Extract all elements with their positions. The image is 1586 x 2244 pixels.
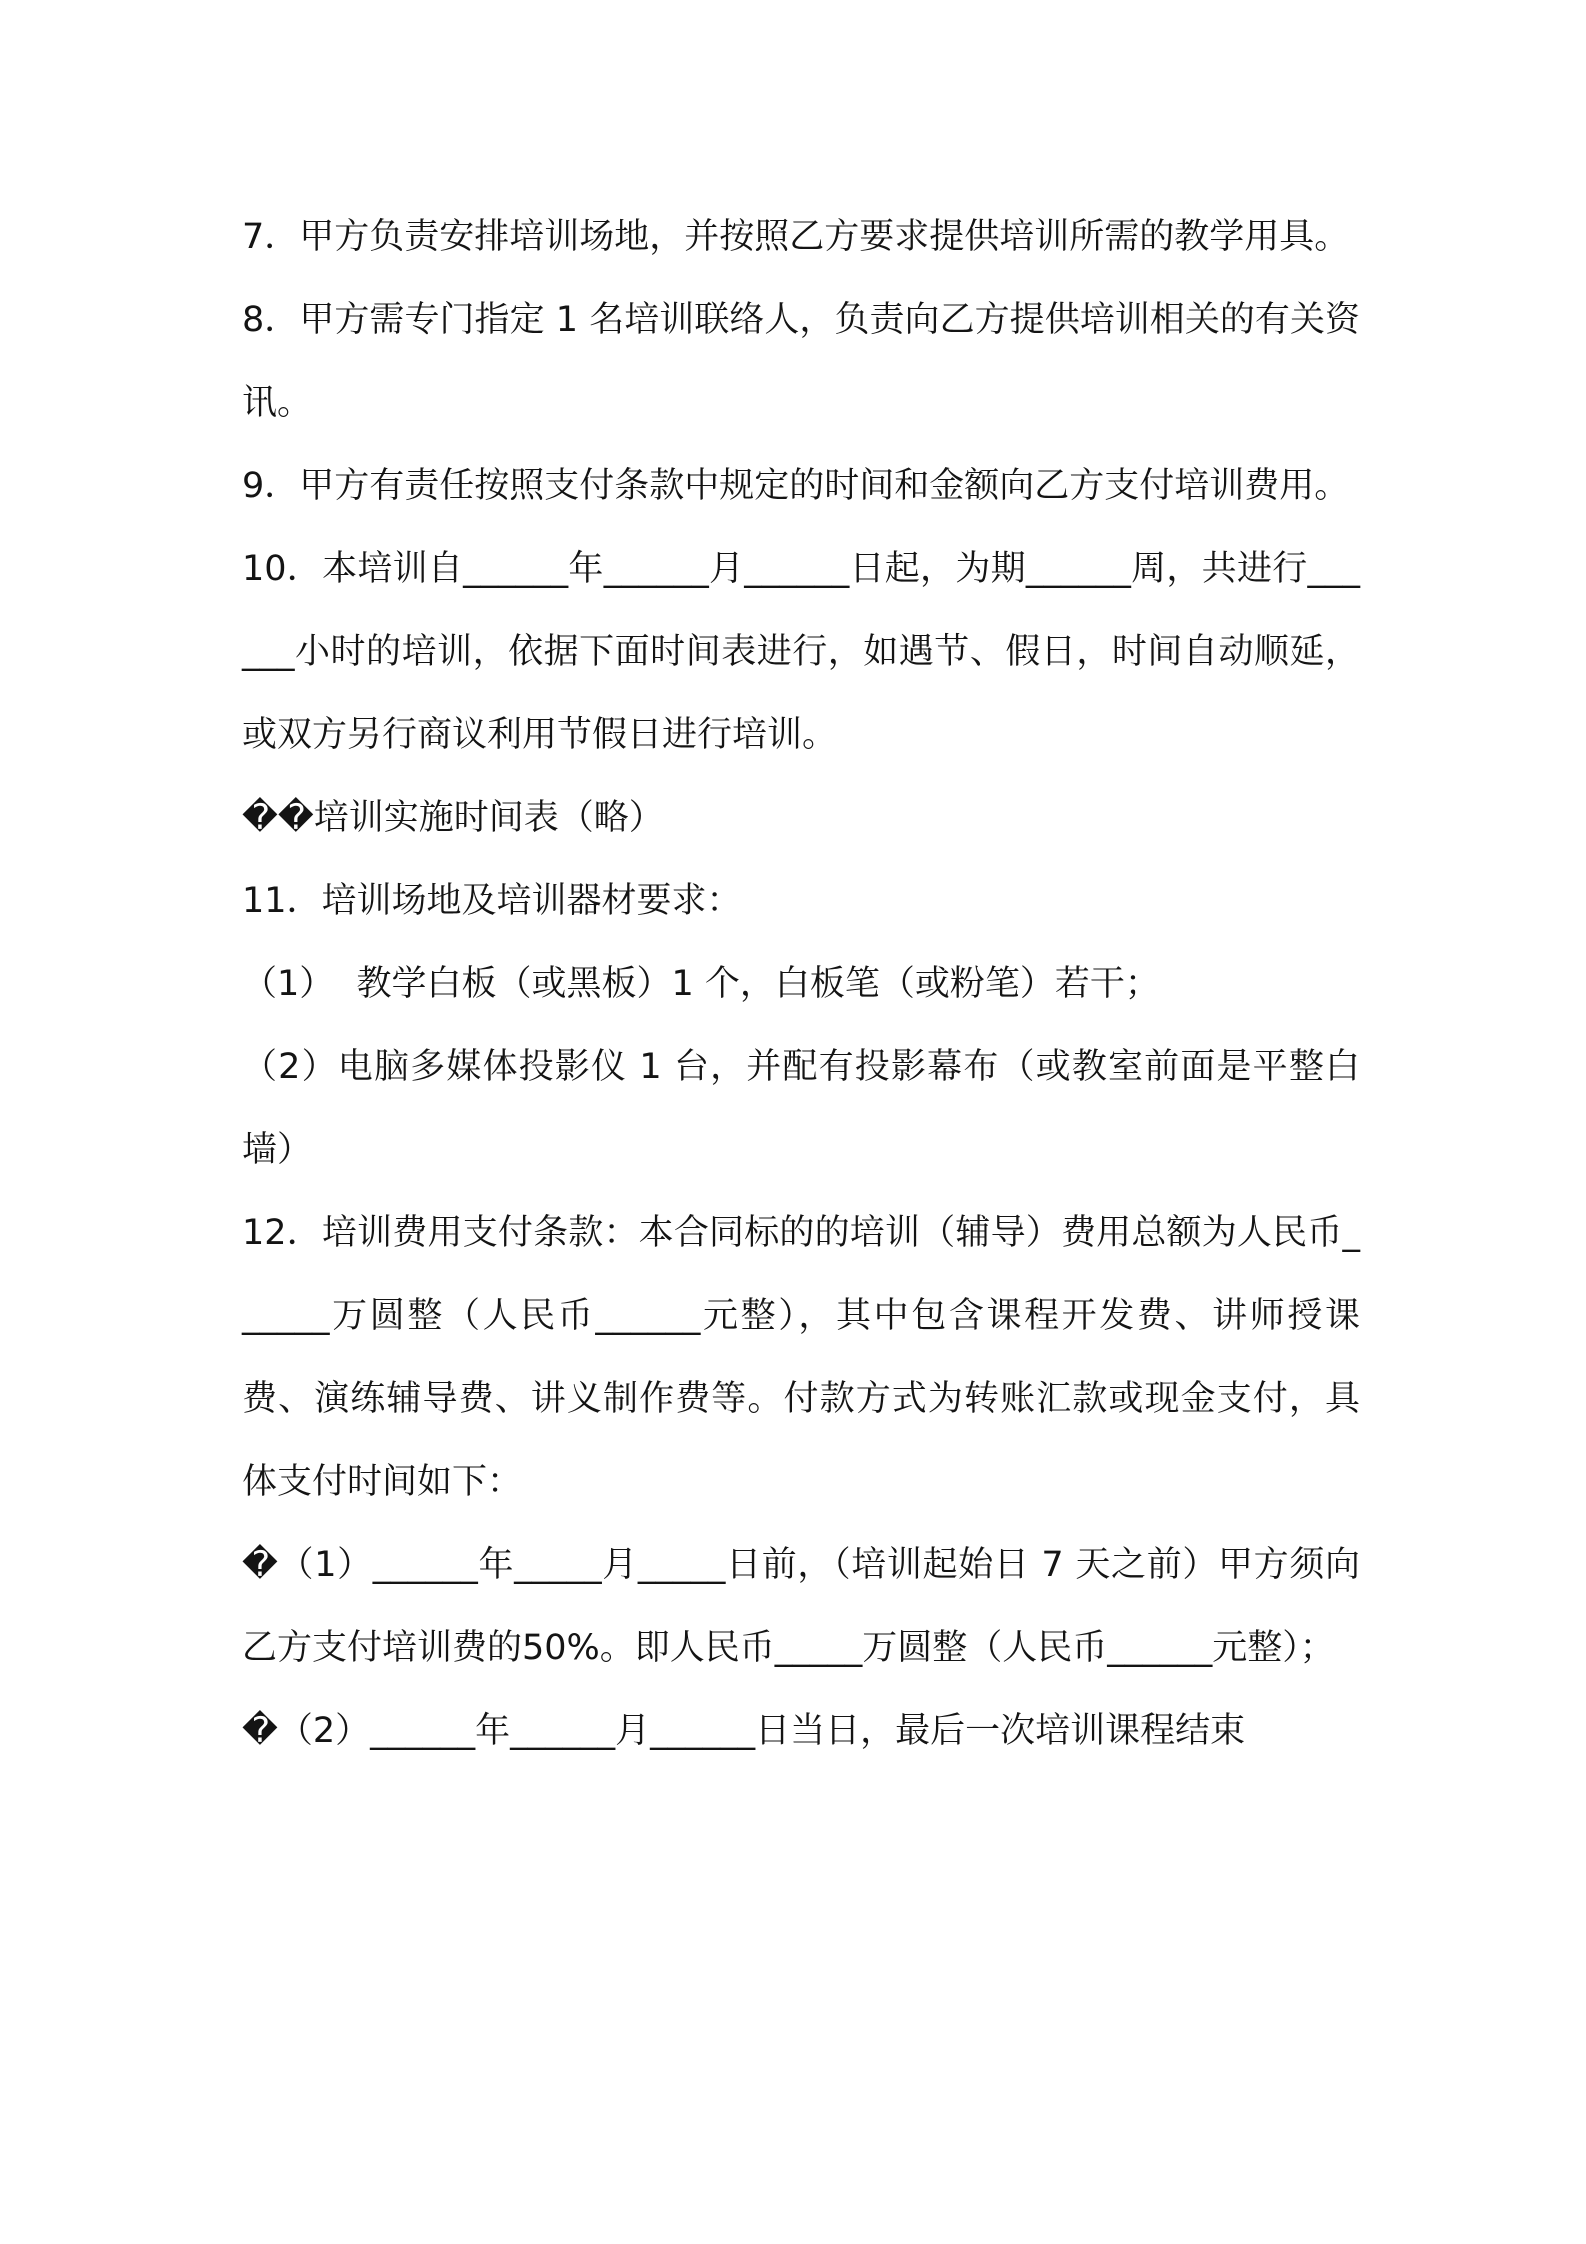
clause-9: 9．甲方有责任按照支付条款中规定的时间和金额向乙方支付培训费用。	[242, 466, 1350, 506]
clause-11-item-2: （2）电脑多媒体投影仪 1 台，并配有投影幕布（或教室前面是平整白墙）	[242, 1047, 1360, 1170]
clause-12: 12．培训费用支付条款：本合同标的的培训（辅导）费用总额为人民币______万圆整（人民币______元整），其中包含课程开发费、讲师授课费、演练辅导费、讲义制作费等。付款方式为转账汇款或现金支付，具体支付时间如下：	[242, 1213, 1360, 1502]
clause-8: 8．甲方需专门指定 1 名培训联络人，负责向乙方提供培训相关的有关资讯。	[242, 300, 1360, 423]
clause-7: 7．甲方负责安排培训场地，并按照乙方要求提供培训所需的教学用具。	[242, 217, 1350, 257]
payment-item-2: �（2）______年______月______日当日，最后一次培训课程结束	[242, 1711, 1246, 1751]
contract-body	[242, 196, 1360, 1773]
clause-11: 11．培训场地及培训器材要求：	[242, 881, 742, 921]
clause-10: 10．本培训自______年______月______日起，为期______周，共进行______小时的培训，依据下面时间表进行，如遇节、假日，时间自动顺延，或双方另行商议利用节假日进行培训。	[242, 549, 1360, 755]
payment-item-1: �（1）______年_____月_____日前，（培训起始日 7 天之前）甲方须向乙方支付培训费的50%。即人民币_____万圆整（人民币______元整）；	[242, 1545, 1360, 1668]
clause-11-item-1: （1） 教学白板（或黑板）1 个，白板笔（或粉笔）若干；	[242, 964, 1160, 1004]
schedule-note: ��培训实施时间表（略）	[242, 798, 664, 838]
